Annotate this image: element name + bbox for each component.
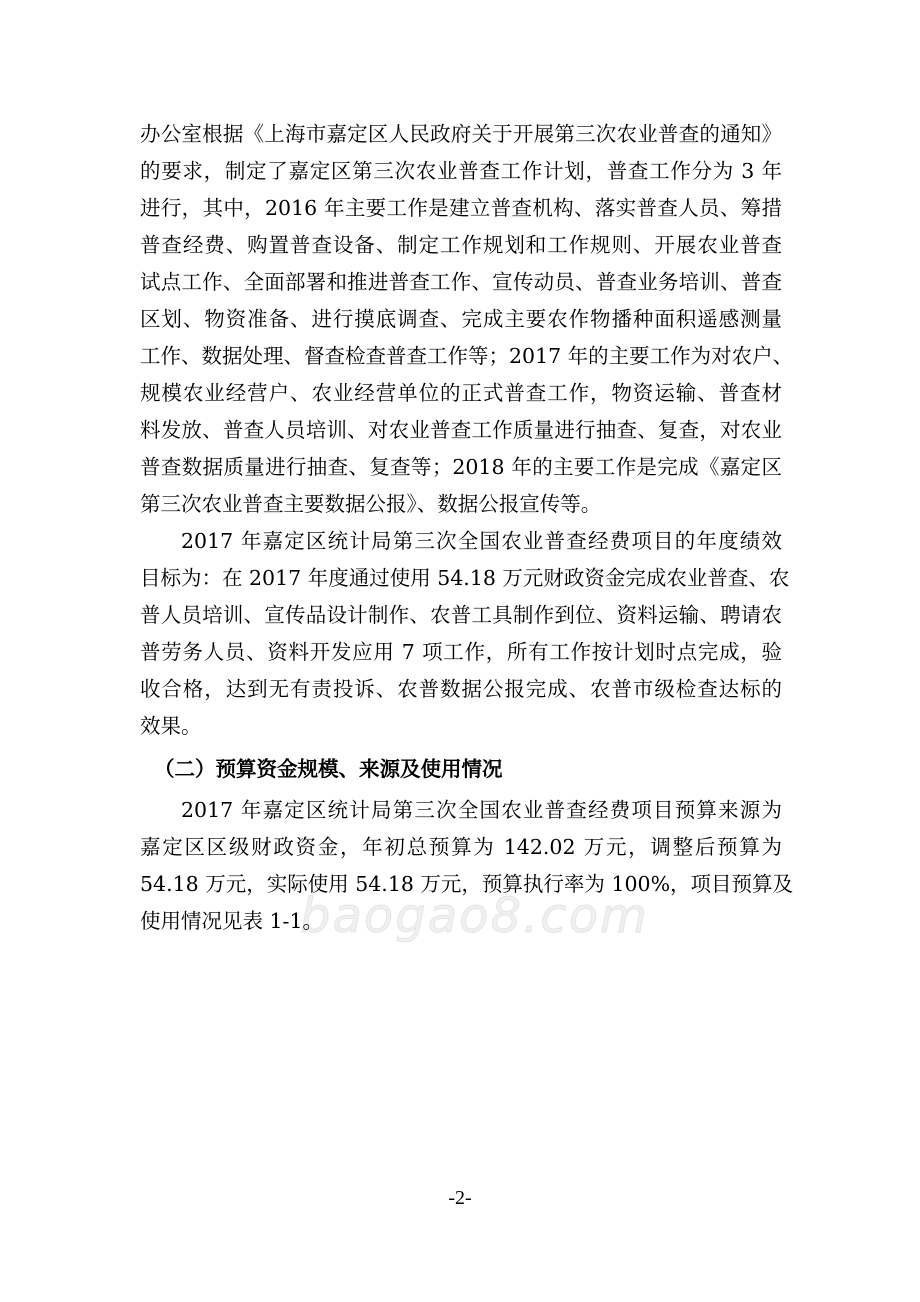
paragraph-budget	[140, 792, 794, 940]
text-line: 效果。	[140, 714, 202, 738]
text-line: 收合格，达到无有责投诉、农普数据公报完成、农普市级检查达标的	[140, 677, 782, 701]
paragraph-performance-goals	[140, 523, 790, 745]
text-line: 区划、物资准备、进行摸底调查、完成主要农作物播种面积遥感测量	[140, 307, 782, 331]
text-line: 54.18 万元，实际使用 54.18 万元，预算执行率为 100%，项目预算及	[140, 872, 794, 896]
paragraph-plan	[140, 116, 794, 523]
text-line: 普查数据质量进行抽查、复查等；2018 年的主要工作是完成《嘉定区	[140, 455, 782, 479]
text-line: 办公室根据《上海市嘉定区人民政府关于开展第三次农业普查的通知》	[140, 122, 782, 146]
text-line: 普查经费、购置普查设备、制定工作规划和工作规则、开展农业普查	[140, 233, 782, 257]
section-heading: （二）预算资金规模、来源及使用情况	[154, 757, 503, 781]
text-line: 工作、数据处理、督查检查普查工作等；2017 年的主要工作为对农户、	[140, 344, 794, 368]
text-line: 料发放、普查人员培训、对农业普查工作质量进行抽查、复查，对农业	[140, 418, 782, 442]
page-number: -2-	[448, 1187, 472, 1209]
text-line: 普劳务人员、资料开发应用 7 项工作，所有工作按计划时点完成，验	[140, 640, 782, 664]
document-body	[140, 116, 794, 940]
text-line: 2017 年嘉定区统计局第三次全国农业普查经费项目预算来源为	[181, 798, 782, 822]
text-line: 使用情况见表 1-1。	[140, 909, 324, 933]
text-line: 的要求，制定了嘉定区第三次农业普查工作计划，普查工作分为 3 年	[140, 159, 782, 183]
text-line: 试点工作、全面部署和推进普查工作、宣传动员、普查业务培训、普查	[140, 270, 782, 294]
text-line: 进行，其中，2016 年主要工作是建立普查机构、落实普查人员、筹措	[140, 196, 782, 220]
watermark: baogao8.com	[300, 888, 649, 944]
text-line: 规模农业经营户、农业经营单位的正式普查工作，物资运输、普查材	[140, 381, 782, 405]
text-line: 嘉定区区级财政资金，年初总预算为 142.02 万元，调整后预算为	[140, 835, 782, 859]
text-line: 2017 年嘉定区统计局第三次全国农业普查经费项目的年度绩效	[181, 529, 782, 553]
text-line: 第三次农业普查主要数据公报》、数据公报宣传等。	[140, 492, 602, 516]
text-line: 普人员培训、宣传品设计制作、农普工具制作到位、资料运输、聘请农	[140, 603, 782, 627]
text-line: 目标为：在 2017 年度通过使用 54.18 万元财政资金完成农业普查、农	[140, 566, 790, 590]
